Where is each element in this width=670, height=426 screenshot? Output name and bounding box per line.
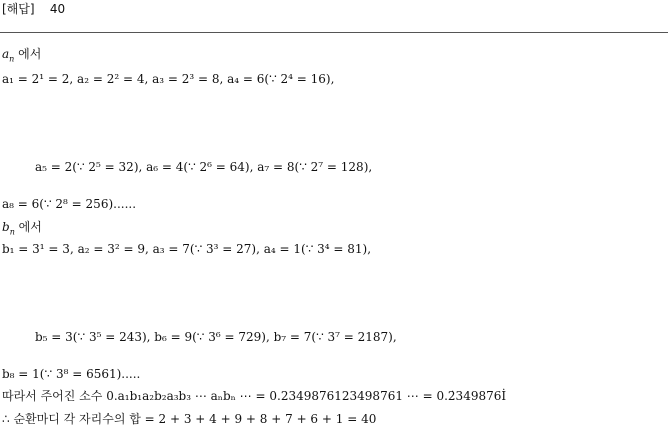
- b-line-2: b₅ = 3(∵ 3⁵ = 243), b₆ = 9(∵ 3⁶ = 729), b₇ = 7(∵ 3⁷ = 2187),: [35, 330, 397, 344]
- decimal-line: [2, 389, 506, 403]
- b-line-1: b₁ = 3¹ = 3, a₂ = 3² = 9, a₃ = 7(∵ 3³ = 27), a₄ = 1(∵ 3⁴ = 81),: [2, 242, 372, 256]
- conclusion-prefix: ∴ 순환마디 각 자리수의 합: [2, 412, 141, 426]
- decimal-expression: 0.a₁b₁a₂b₂a₃b₃ ⋯ aₙbₙ ⋯ = 0.2349876123498761 ⋯ = 0.2̇349876İ: [106, 389, 507, 403]
- a-heading-text: 에서: [18, 47, 42, 61]
- a-line-1: a₁ = 2¹ = 2, a₂ = 2² = 4, a₃ = 2³ = 8, a₄ = 6(∵ 2⁴ = 16),: [2, 72, 335, 86]
- a-line-2: a₅ = 2(∵ 2⁵ = 32), a₆ = 4(∵ 2⁶ = 64), a₇ = 8(∵ 2⁷ = 128),: [35, 160, 373, 174]
- b-heading-text: 에서: [18, 220, 42, 234]
- answer-label: [해답]: [2, 2, 35, 16]
- decimal-prefix: 따라서 주어진 소수: [2, 389, 103, 403]
- divider: [0, 32, 668, 33]
- answer-value: 40: [49, 2, 66, 16]
- conclusion-line: [2, 412, 376, 426]
- b-line-3: b₈ = 1(∵ 3⁸ = 6561).....: [2, 367, 141, 381]
- a-heading: $a_n$ 에서: [2, 47, 42, 64]
- conclusion-expression: = 2 + 3 + 4 + 9 + 8 + 7 + 6 + 1 = 40: [144, 412, 377, 426]
- a-line-3: a₈ = 6(∵ 2⁸ = 256)......: [2, 197, 137, 211]
- answer-header: [2, 2, 65, 16]
- b-heading: $b_n$ 에서: [2, 220, 42, 237]
